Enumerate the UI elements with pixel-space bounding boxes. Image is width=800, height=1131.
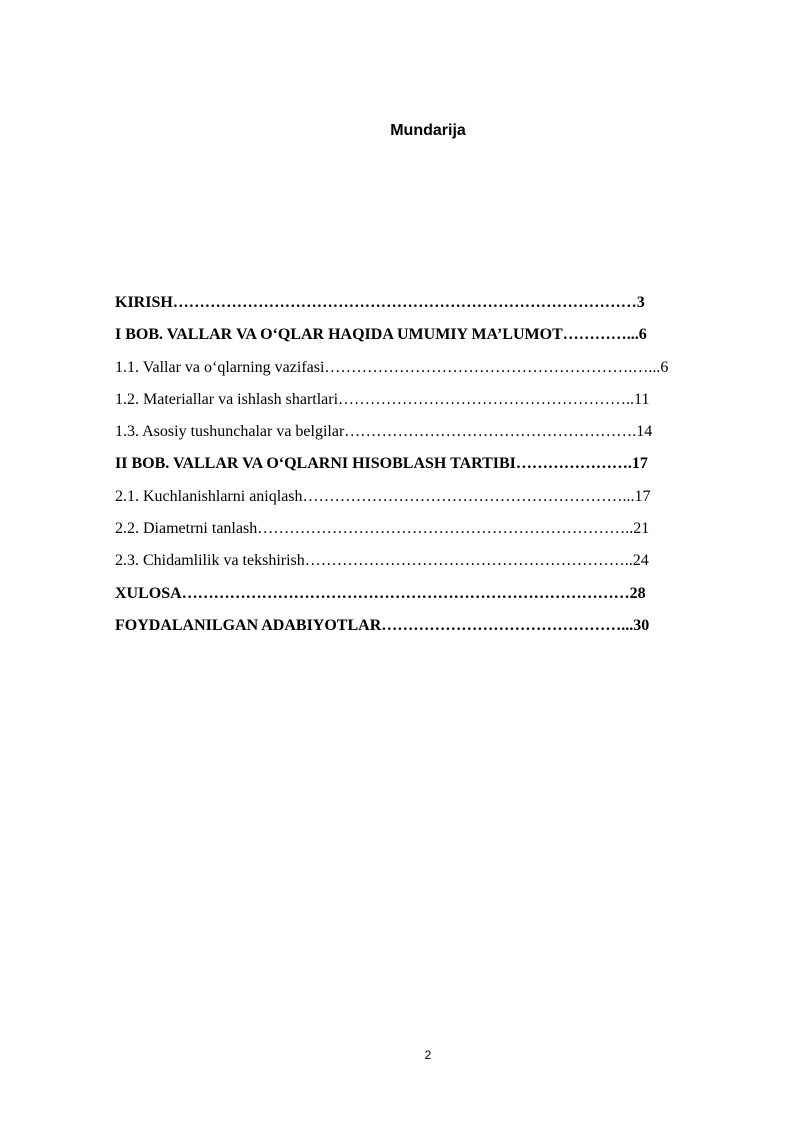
toc-entry-xulosa: XULOSA…………………………………………………………………………28 [115, 584, 646, 602]
toc-entry-section-1-1: 1.1. Vallar va o‘qlarning vazifasi………………………………………………….…...6 [115, 358, 669, 376]
toc-entry-section-1-2: 1.2. Materiallar va ishlash shartlari………………………………………………..11 [115, 390, 650, 408]
toc-entry-chapter-1: I BOB. VALLAR VA O‘QLAR HAQIDA UMUMIY MA’LUMOT…………...6 [115, 326, 647, 344]
page-title: Mundarija [390, 122, 466, 139]
toc-entry-section-2-1: 2.1. Kuchlanishlarni aniqlash……………………………………………………...17 [115, 487, 651, 505]
toc-entry-kirish: KIRISH……………………………………………………………………………3 [115, 294, 645, 311]
toc-entry-section-2-2: 2.2. Diametrni tanlash……………………………………………………………..21 [115, 520, 650, 538]
toc-entry-section-2-3: 2.3. Chidamlilik va tekshirish……………………………………………………..24 [115, 552, 649, 570]
page-number: 2 [424, 1048, 432, 1062]
toc-entry-chapter-2: II BOB. VALLAR VA O‘QLARNI HISOBLASH TARTIBI………………….17 [115, 455, 648, 473]
toc-entry-section-1-3: 1.3. Asosiy tushunchalar va belgilar……………………………………………….14 [115, 423, 653, 441]
table-of-contents [115, 291, 755, 646]
toc-entry-references: FOYDALANILGAN ADABIYOTLAR………………………………………...30 [115, 616, 650, 634]
